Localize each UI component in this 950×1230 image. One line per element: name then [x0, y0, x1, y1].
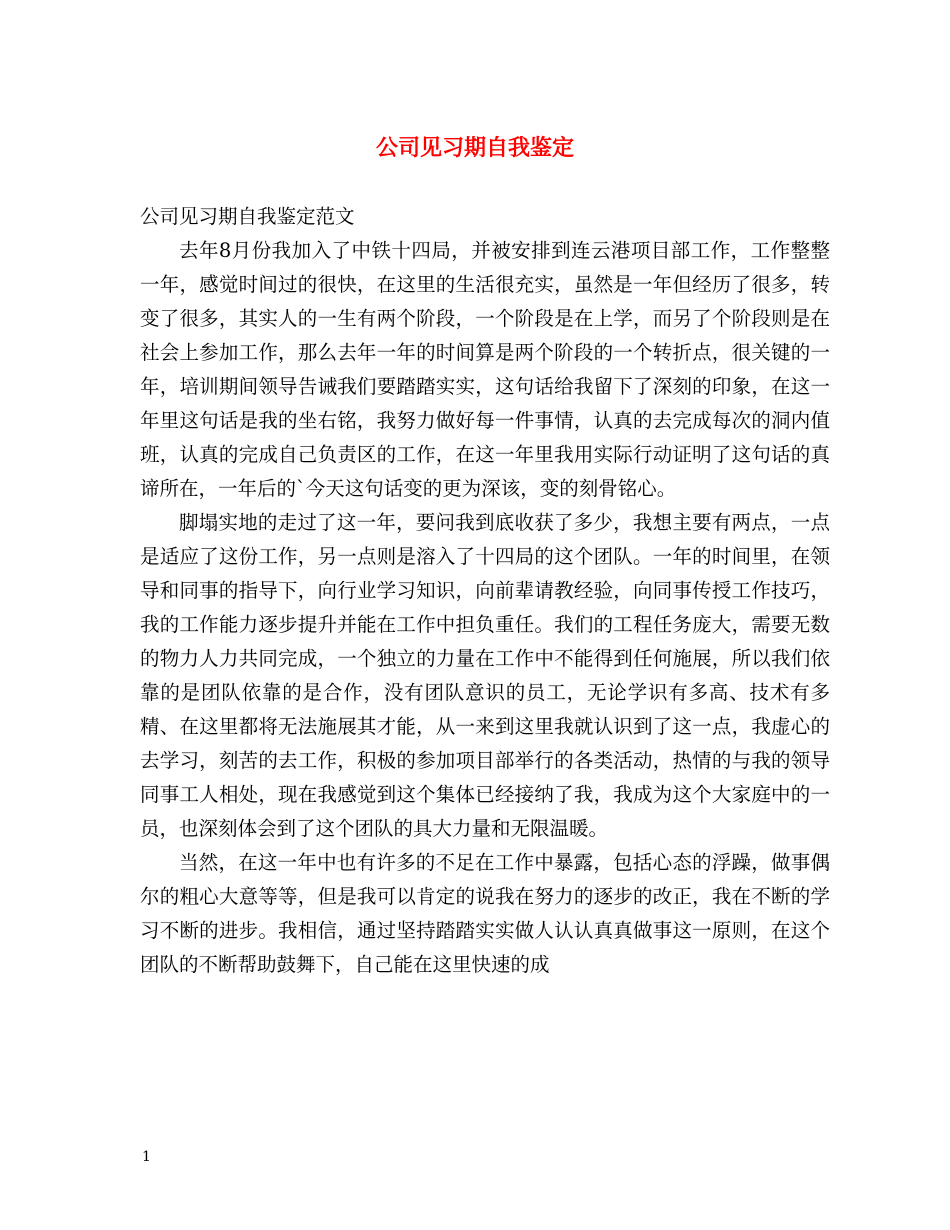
document-body	[140, 200, 830, 982]
paragraph-1: 去年8月份我加入了中铁十四局，并被安排到连云港项目部工作，工作整整一年，感觉时间过的很快，在这里的生活很充实，虽然是一年但经历了很多，转变了很多，其实人的一生有两个阶段，一个阶段是在上学，而另了个阶段则是在社会上参加工作，那么去年一年的时间算是两个阶段的一个转折点，很关键的一年，培训期间领导告诫我们要踏踏实实，这句话给我留下了深刻的印象，在这一年里这句话是我的坐右铭，我努力做好每一件事情，认真的去完成每次的洞内值班，认真的完成自己负责区的工作，在这一年里我用实际行动证明了这句话的真谛所在，一年后的`今天这句话变的更为深该，变的刻骨铭心。	[140, 239, 830, 500]
paragraph-2: 脚塌实地的走过了这一年，要问我到底收获了多少，我想主要有两点，一点是适应了这份工作，另一点则是溶入了十四局的这个团队。一年的时间里，在领导和同事的指导下，向行业学习知识，向前辈请教经验，向同事传授工作技巧，我的工作能力逐步提升并能在工作中担负重任。我们的工程任务庞大，需要无数的物力人力共同完成，一个独立的力量在工作中不能得到任何施展，所以我们依靠的是团队依靠的是合作，没有团队意识的员工，无论学识有多高、技术有多精、在这里都将无法施展其才能，从一来到这里我就认识到了这一点，我虚心的去学习，刻苦的去工作，积极的参加项目部举行的各类活动，热情的与我的领导同事工人相处，现在我感觉到这个集体已经接纳了我，我成为这个大家庭中的一员，也深刻体会到了这个团队的具大力量和无限温暖。	[140, 511, 830, 840]
paragraph-3: 当然，在这一年中也有许多的不足在工作中暴露，包括心态的浮躁，做事偶尔的粗心大意等等，但是我可以肯定的说我在努力的逐步的改正，我在不断的学习不断的进步。我相信，通过坚持踏踏实实做人认认真真做事这一原则，在这个团队的不断帮助鼓舞下，自己能在这里快速的成	[140, 851, 830, 976]
document-subtitle: 公司见习期自我鉴定范文	[140, 205, 355, 228]
page-number: 1	[142, 1149, 151, 1165]
document-title: 公司见习期自我鉴定	[375, 135, 574, 161]
